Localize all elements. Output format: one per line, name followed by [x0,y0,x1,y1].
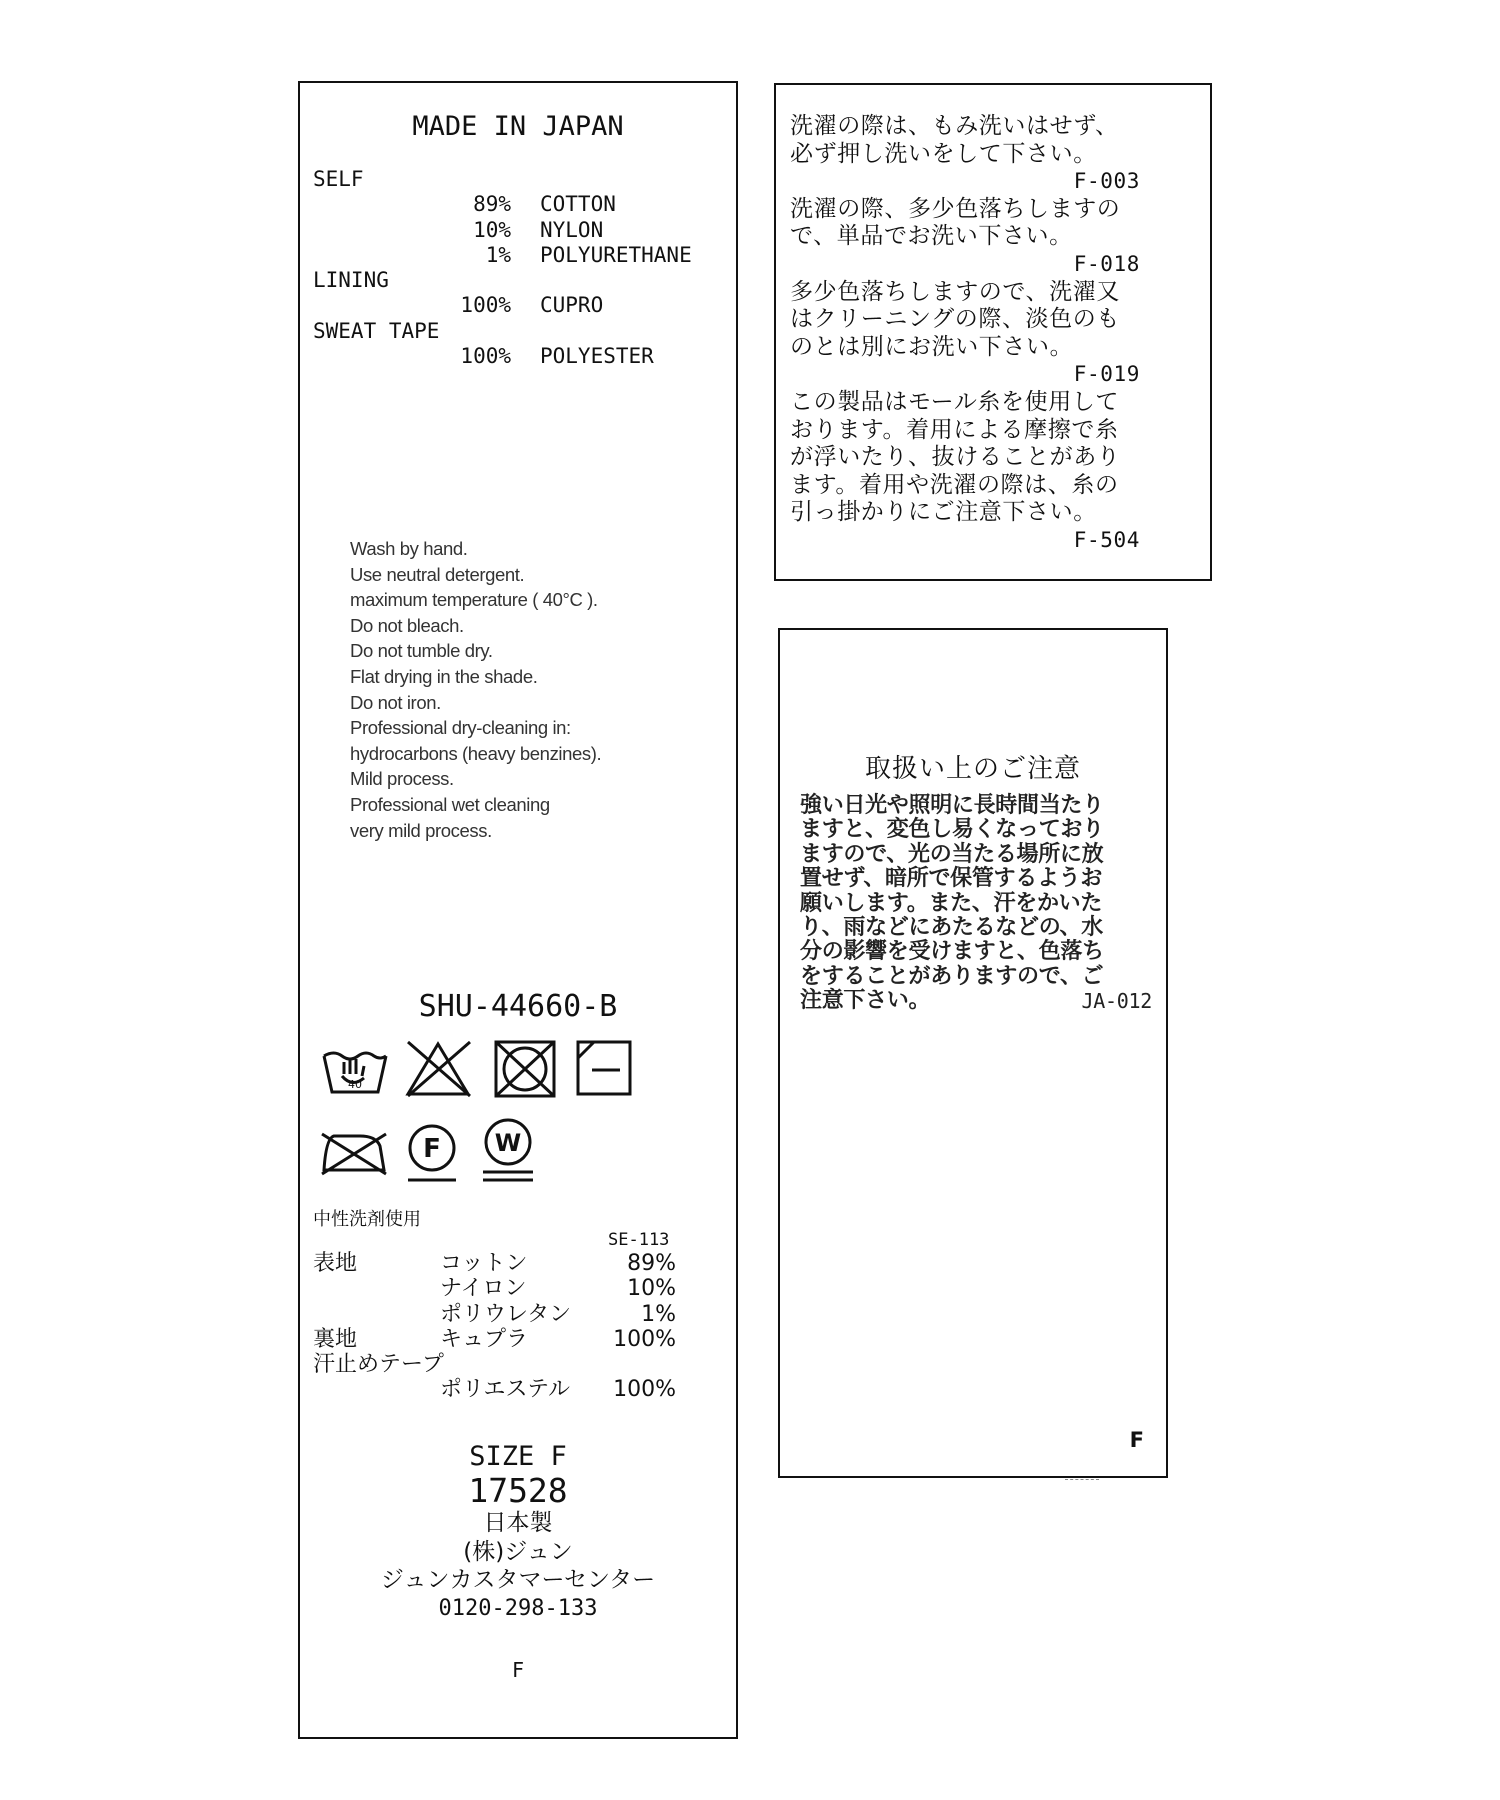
composition-row [313,344,733,369]
care-notes-label [774,83,1212,581]
caution-body [800,794,1152,1014]
composition-material: COTTON [540,192,616,217]
caution-line: 分の影響を受けますと、色落ち [800,939,1104,965]
caution-last-line [800,989,1152,1013]
note-line: 洗濯の際、多少色落ちしますの [790,195,1121,222]
composition-material: NYLON [540,217,604,242]
composition-percent: 1% [485,242,511,267]
caution-code: JA-012 [1081,989,1152,1014]
flat-dry-shade-icon [578,1042,630,1094]
care-instruction-line: Use neutral detergent. [350,563,525,585]
care-instruction-line: Professional dry-cleaning in: [350,717,571,739]
composition-percent: 100% [460,293,511,318]
se-code: SE-113 [608,1230,670,1250]
care-instruction-line: very mild process. [350,819,492,841]
caution-footer-mark: F [1129,1428,1144,1452]
care-instruction-line: Do not tumble dry. [350,640,493,662]
composition-jp-percent: 100% [613,1326,676,1352]
note-code: F-504 [1073,527,1140,552]
composition-jp [313,1251,723,1403]
caution-line: り、雨などにあたるなどの、水 [800,915,1103,941]
caution-last-text: 注意下さい。 [800,988,931,1014]
label-footer-info [300,1441,736,1623]
composition-section: SWEAT TAPE [313,318,440,343]
dry-clean-f-icon [408,1126,456,1180]
care-instruction-line: Do not bleach. [350,614,464,636]
composition-jp-section: 裏地 [313,1326,358,1352]
note-block [790,389,1140,555]
composition-jp-section: 汗止めテープ [313,1352,444,1378]
care-instructions-en [350,536,601,843]
care-instruction-line: Mild process. [350,768,454,790]
composition-jp-material: ポリウレタン [440,1301,572,1327]
composition-material: POLYURETHANE [540,242,692,267]
company-name: (株)ジュン [463,1538,573,1565]
footer-mark: F [511,1658,525,1682]
care-instruction-line: maximum temperature ( 40°C ). [350,589,598,611]
hand-wash-icon [324,1053,386,1092]
composition-jp-row [313,1352,723,1377]
note-block [790,279,1140,389]
care-label-main [298,81,738,1739]
care-instruction-line: Do not iron. [350,691,441,713]
divider [1065,1479,1099,1482]
product-code: SHU-44660-B [418,989,618,1024]
note-line: 引っ掛かりにご注意下さい。 [790,499,1097,526]
caution-line: 強い日光や照明に長時間当たり [800,793,1104,818]
customer-center: ジュンカスタマーセンター [380,1567,656,1593]
no-tumble-dry-icon [496,1042,554,1096]
composition-material: POLYESTER [540,344,654,369]
size-text: SIZE F [469,1441,567,1472]
caution-line: ますと、変色し易くなっており [800,817,1104,843]
composition-section: SELF [313,167,364,191]
composition-row [313,167,733,192]
note-line: が浮いたり、抜けることがあり [790,444,1121,471]
composition-jp-material: ポリエステル [440,1377,571,1403]
note-line: 洗濯の際は、もみ洗いはせず、 [790,113,1119,139]
composition-row [313,218,733,243]
caution-line: ますので、光の当たる場所に放 [800,841,1104,867]
note-line: はクリーニングの際、淡色のも [790,306,1120,333]
composition-en [313,167,733,369]
note-code: F-003 [1073,169,1140,194]
note-line: おります。着用による摩擦で糸 [790,416,1119,443]
composition-jp-row [313,1377,723,1402]
note-line: ます。着用や洗濯の際は、糸の [790,471,1119,498]
composition-jp-percent: 1% [641,1301,676,1327]
note-line: 必ず押し洗いをして下さい。 [790,140,1097,167]
composition-row [313,293,733,318]
caution-line: 置せず、暗所で保管するようお [800,866,1103,892]
composition-percent: 10% [473,217,511,242]
composition-row [313,192,733,217]
note-line: この製品はモール糸を使用して [790,388,1120,415]
made-in-title: MADE IN JAPAN [412,111,624,142]
note-line: で、単品でお洗い下さい。 [790,223,1073,250]
note-code: F-019 [1073,362,1140,387]
note-line: 多少色落ちしますので、洗濯又 [790,278,1120,305]
article-number: 17528 [468,1471,568,1510]
composition-jp-percent: 89% [627,1251,676,1276]
note-line: のとは別にお洗い下さい。 [790,333,1074,360]
caution-line: をすることがありますので、ご [800,963,1104,989]
care-instruction-line: Flat drying in the shade. [350,665,538,687]
composition-jp-percent: 100% [613,1377,676,1403]
dry-clean-letter: F [423,1134,441,1164]
phone-number: 0120-298-133 [438,1595,598,1621]
composition-jp-material: キュプラ [440,1326,529,1352]
composition-jp-section: 表地 [313,1251,358,1276]
composition-jp-row [313,1251,723,1276]
composition-section: LINING [313,268,389,293]
composition-row [313,319,733,344]
composition-percent: 89% [473,192,511,217]
hand-wash-temp: 40 [348,1078,362,1091]
caution-line: 願いします。また、汗をかいた [800,890,1103,916]
made-in-jp: 日本製 [483,1510,553,1536]
composition-percent: 100% [460,344,511,369]
composition-jp-row [313,1327,723,1352]
no-iron-icon [322,1134,386,1174]
composition-material: CUPRO [540,293,604,318]
note-code: F-018 [1073,251,1140,276]
composition-jp-material: ナイロン [440,1276,527,1302]
no-bleach-icon [408,1042,470,1096]
note-block [790,113,1140,196]
care-symbols [320,1038,700,1188]
composition-row [313,268,733,293]
composition-jp-row [313,1276,723,1301]
composition-row [313,243,733,268]
composition-jp-material: コットン [440,1251,528,1276]
note-block [790,196,1140,279]
wet-clean-w-icon [483,1120,533,1180]
neutral-detergent-note: 中性洗剤使用 [313,1209,421,1230]
handling-caution-label [778,628,1168,1478]
care-instruction-line: hydrocarbons (heavy benzines). [350,742,602,764]
composition-jp-row [313,1302,723,1327]
wet-clean-letter: W [494,1129,522,1157]
caution-title: 取扱い上のご注意 [864,754,1081,784]
care-instruction-line: Wash by hand. [350,538,468,559]
notes-body [790,113,1140,555]
composition-jp-percent: 10% [627,1276,676,1302]
care-instruction-line: Professional wet cleaning [350,793,550,815]
